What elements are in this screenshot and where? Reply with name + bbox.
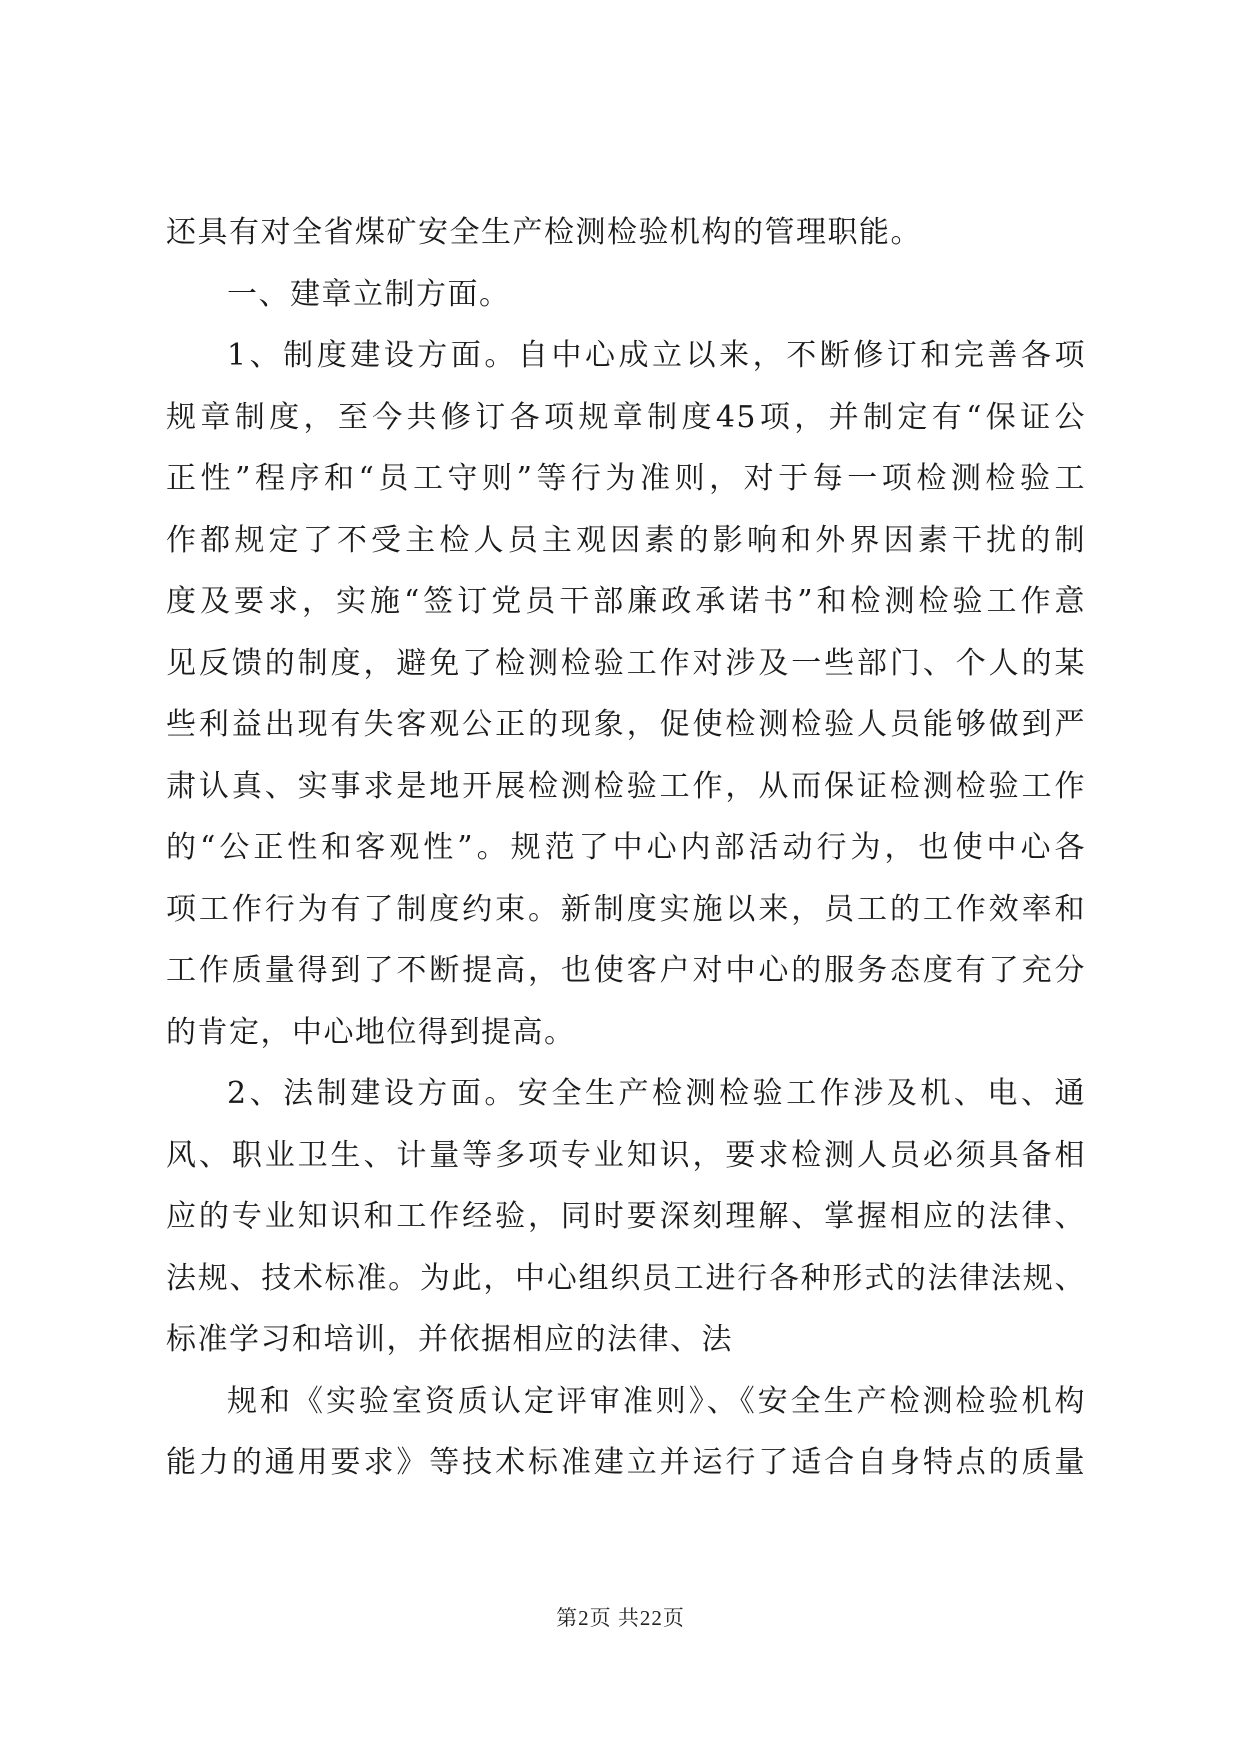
text-line: 风、职业卫生、计量等多项专业知识，要求检测人员必须具备相: [166, 1137, 1086, 1173]
page-number-footer: 第2页 共22页: [556, 1606, 685, 1630]
text-line: 应的专业知识和工作经验，同时要深刻理解、掌握相应的法律、: [166, 1199, 1086, 1234]
text-line: 工作质量得到了不断提高，也使客户对中心的服务态度有了充分: [166, 953, 1086, 988]
text-line: 1、制度建设方面。自中心成立以来，不断修订和完善各项: [227, 338, 1086, 373]
text-line: 法规、技术标准。为此，中心组织员工进行各种形式的法律法规、: [166, 1260, 1086, 1296]
text-line: 的“公正性和客观性”。规范了中心内部活动行为，也使中心各: [166, 830, 1086, 865]
text-line: 见反馈的制度，避免了检测检验工作对涉及一些部门、个人的某: [166, 645, 1086, 681]
document-body: [166, 202, 1086, 1494]
section-heading: 一、建章立制方面。: [227, 276, 511, 312]
text-line: 作都规定了不受主检人员主观因素的影响和外界因素干扰的制: [166, 522, 1086, 558]
text-line: 能力的通用要求》等技术标准建立并运行了适合自身特点的质量: [166, 1445, 1086, 1480]
text-line: 的肯定，中心地位得到提高。: [166, 1014, 576, 1050]
text-line: 规和《实验室资质认定评审准则》、《安全生产检测检验机构: [227, 1383, 1086, 1419]
text-line: 正性”程序和“员工守则”等行为准则，对于每一项检测检验工: [166, 461, 1086, 496]
text-line: 些利益出现有失客观公正的现象，促使检测检验人员能够做到严: [166, 707, 1086, 742]
text-line: 度及要求，实施“签订党员干部廉政承诺书”和检测检验工作意: [166, 584, 1086, 619]
text-line: 标准学习和培训，并依据相应的法律、法: [166, 1322, 733, 1357]
text-line: 肃认真、实事求是地开展检测检验工作，从而保证检测检验工作: [166, 768, 1086, 804]
text-line: 还具有对全省煤矿安全生产检测检验机构的管理职能。: [166, 215, 922, 250]
text-line: 规章制度，至今共修订各项规章制度45项，并制定有“保证公: [166, 399, 1086, 435]
text-line: 项工作行为有了制度约束。新制度实施以来，员工的工作效率和: [166, 891, 1086, 927]
text-line: 2、法制建设方面。安全生产检测检验工作涉及机、电、通: [227, 1076, 1086, 1111]
